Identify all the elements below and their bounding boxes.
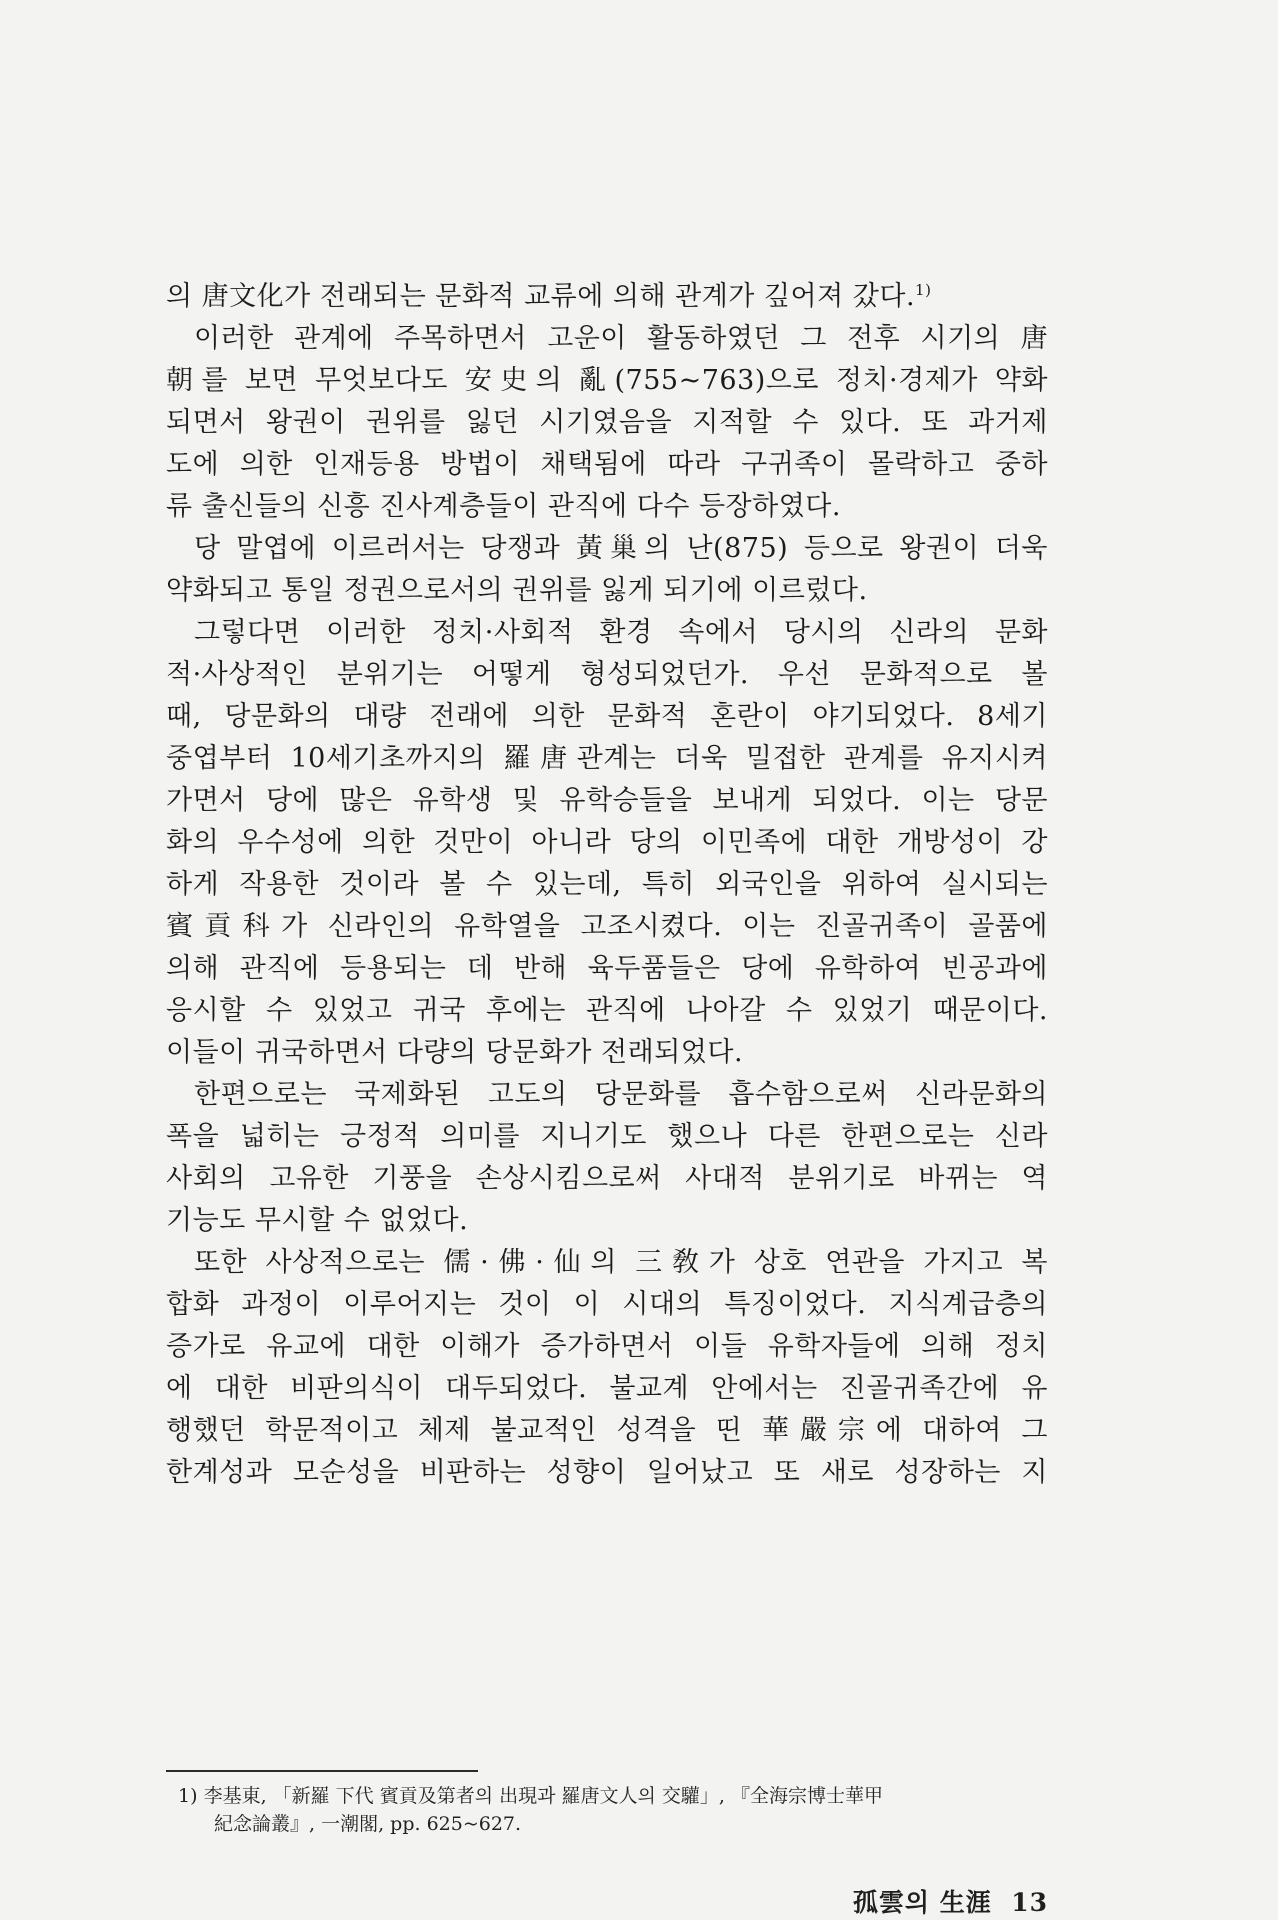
- text-line: 그렇다면 이러한 정치·사회적 환경 속에서 당시의 신라의 문화: [194, 617, 1048, 648]
- text-line: 행했던 학문적이고 체제 불교적인 성격을 띤 華嚴宗에 대하여 그: [166, 1415, 1048, 1446]
- text-line: 약화되고 통일 정권으로서의 권위를 잃게 되기에 이르렀다.: [166, 575, 868, 606]
- text-line: 중엽부터 10세기초까지의 羅唐관계는 더욱 밀접한 관계를 유지시켜: [166, 743, 1048, 774]
- text-line: 朝를 보면 무엇보다도 安史의 亂(755~763)으로 정치·경제가 약화: [166, 365, 1048, 396]
- footnote-divider: [166, 1770, 478, 1772]
- text-line: 이들이 귀국하면서 다량의 당문화가 전래되었다.: [166, 1037, 744, 1068]
- page-number: 13: [1011, 1888, 1048, 1917]
- text-line: [166, 276, 1048, 318]
- footnote-reference: 1): [915, 281, 932, 299]
- text-line: 기능도 무시할 수 없었다.: [166, 1205, 469, 1236]
- text-line: 이러한 관계에 주목하면서 고운이 활동하였던 그 전후 시기의 唐: [194, 323, 1048, 354]
- text-line: 도에 의한 인재등용 방법이 채택됨에 따라 구귀족이 몰락하고 중하: [166, 449, 1048, 480]
- running-footer: [853, 1883, 1048, 1919]
- text-line: 의해 관직에 등용되는 데 반해 육두품들은 당에 유학하여 빈공과에: [166, 953, 1048, 984]
- text-line: 에 대한 비판의식이 대두되었다. 불교계 안에서는 진골귀족간에 유: [166, 1373, 1048, 1404]
- text-line: 폭을 넓히는 긍정적 의미를 지니기도 했으나 다른 한편으로는 신라: [166, 1121, 1048, 1152]
- footnote-line: [178, 1782, 1048, 1810]
- footnote: [178, 1782, 1048, 1838]
- body-text: [166, 276, 1048, 1494]
- text-line: 응시할 수 있었고 귀국 후에는 관직에 나아갈 수 있었기 때문이다.: [166, 995, 1048, 1026]
- text-line: 한계성과 모순성을 비판하는 성향이 일어났고 또 새로 성장하는 지: [166, 1457, 1048, 1488]
- text-line: 때, 당문화의 대량 전래에 의한 문화적 혼란이 야기되었다. 8세기: [166, 701, 1048, 732]
- footnote-marker: 1): [178, 1785, 198, 1807]
- text-line: 하게 작용한 것이라 볼 수 있는데, 특히 외국인을 위하여 실시되는: [166, 869, 1048, 900]
- text-line: 가면서 당에 많은 유학생 및 유학승들을 보내게 되었다. 이는 당문: [166, 785, 1048, 816]
- text-line: 합화 과정이 이루어지는 것이 이 시대의 특징이었다. 지식계급층의: [166, 1289, 1048, 1320]
- running-title: 孤雲의 生涯: [852, 1888, 992, 1917]
- text-line: 사회의 고유한 기풍을 손상시킴으로써 사대적 분위기로 바뀌는 역: [166, 1163, 1048, 1194]
- text-line: 되면서 왕권이 권위를 잃던 시기였음을 지적할 수 있다. 또 과거제: [166, 407, 1048, 438]
- text-line: 증가로 유교에 대한 이해가 증가하면서 이들 유학자들에 의해 정치: [166, 1331, 1048, 1362]
- text-line: 한편으로는 국제화된 고도의 당문화를 흡수함으로써 신라문화의: [194, 1079, 1048, 1110]
- text-line: 적·사상적인 분위기는 어떻게 형성되었던가. 우선 문화적으로 볼: [166, 659, 1048, 690]
- text-line: 賓貢科가 신라인의 유학열을 고조시켰다. 이는 진골귀족이 골품에: [166, 911, 1048, 942]
- footnote-line: 紀念論叢』, 一潮閣, pp. 625~627.: [214, 1813, 522, 1835]
- text-line: 또한 사상적으로는 儒·佛·仙의 三敎가 상호 연관을 가지고 복: [194, 1247, 1048, 1278]
- text-line: 화의 우수성에 의한 것만이 아니라 당의 이민족에 대한 개방성이 강: [166, 827, 1048, 858]
- text-line: 당 말엽에 이르러서는 당쟁과 黃巢의 난(875) 등으로 왕권이 더욱: [194, 533, 1048, 564]
- text-line: 류 출신들의 신흥 진사계층들이 관직에 다수 등장하였다.: [166, 491, 841, 522]
- footnote-citation: 李基東, 「新羅 下代 賓貢及第者의 出現과 羅唐文人의 交驩」, 『全海宗博士華甲: [203, 1785, 883, 1807]
- line-text: 의 唐文化가 전래되는 문화적 교류에 의해 관계가 깊어져 갔다.: [166, 281, 916, 312]
